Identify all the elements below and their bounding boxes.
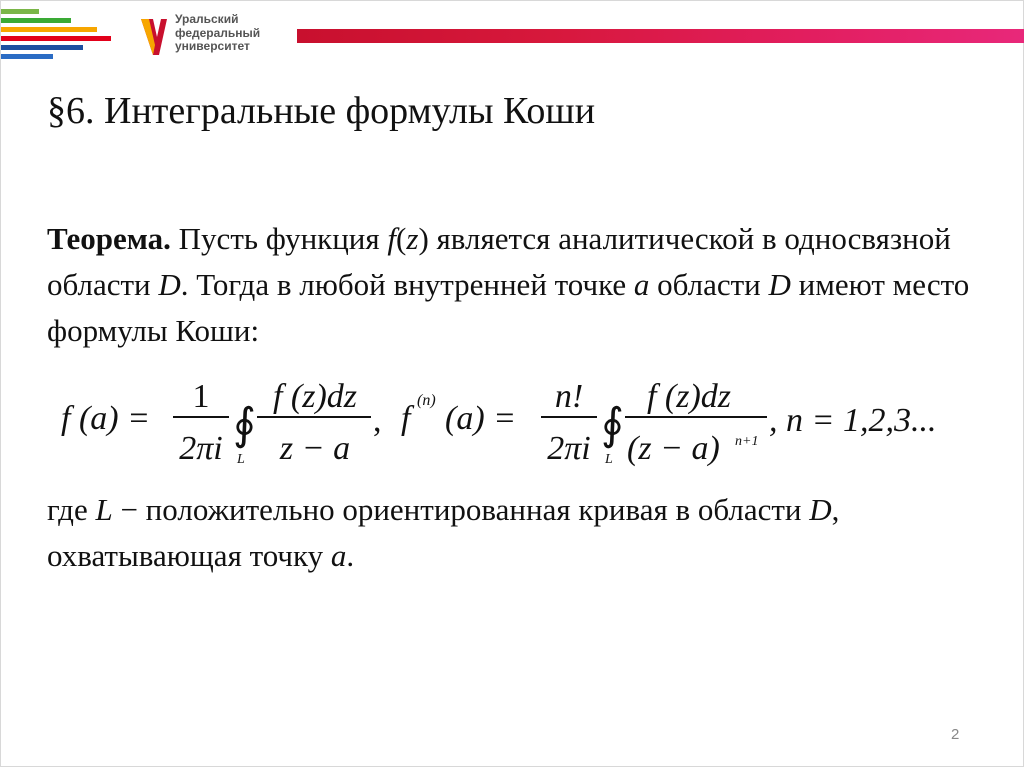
theorem-z: z <box>406 221 419 256</box>
formula-lhs-2-rest: (a) = <box>445 400 517 437</box>
stripe-green-2 <box>1 18 71 23</box>
where-text-1: где <box>47 492 96 527</box>
theorem-a: a <box>633 267 650 302</box>
formula-comma: , <box>373 402 382 439</box>
page-number: 2 <box>951 726 960 743</box>
logo-text <box>175 13 260 54</box>
where-paragraph <box>47 487 987 579</box>
theorem-paragraph <box>47 216 987 354</box>
stripe-orange <box>1 27 97 32</box>
formula-int-sub-1: L <box>237 452 245 467</box>
stripe-green-1 <box>1 9 39 14</box>
logo-line-2: федеральный <box>175 25 261 40</box>
formula-frac1-den: z − a <box>279 430 351 467</box>
university-logo <box>139 13 289 61</box>
where-text-3: , охватывающая точку <box>47 492 840 573</box>
theorem-label: Теорема. <box>47 221 171 256</box>
formula-frac2-num: f (z)dz <box>646 381 732 415</box>
header-stripes <box>1 1 131 63</box>
contour-integral-icon-1: ∮ <box>233 400 256 449</box>
logo-line-3: университет <box>175 39 250 53</box>
formula-num-2: n! <box>554 381 584 415</box>
logo-line-1: Уральский <box>175 12 239 26</box>
cauchy-formula <box>61 381 971 471</box>
where-text-4: . <box>346 538 355 573</box>
theorem-D-2: D <box>768 267 791 302</box>
theorem-D-1: D <box>158 267 181 302</box>
formula-int-sub-2: L <box>605 452 613 467</box>
stripe-blue <box>1 45 83 50</box>
where-a: a <box>330 538 347 573</box>
theorem-f: f <box>387 221 397 256</box>
stripe-blue-2 <box>1 54 53 59</box>
theorem-text-3: ) является аналитической в односвязной области <box>47 221 951 302</box>
theorem-paren-open: ( <box>396 221 407 256</box>
slide-title: §6. Интегральные формулы Коши <box>47 90 596 132</box>
formula-den-2: 2πi <box>547 430 591 467</box>
contour-integral-icon-2: ∮ <box>601 400 624 449</box>
formula-lhs-1: f (a) = <box>61 400 151 437</box>
theorem-text-1: Пусть функция <box>170 221 388 256</box>
formula-den-1: 2πi <box>179 430 223 467</box>
formula-num-1: 1 <box>192 381 210 415</box>
ural-university-logo-icon <box>139 15 169 59</box>
where-text-2: − положительно ориентированная кривая в области <box>112 492 810 527</box>
where-L: L <box>95 492 113 527</box>
formula-frac2-den: (z − a) <box>627 430 720 467</box>
formula-tail: , n = 1,2,3... <box>769 402 937 439</box>
formula-lhs-2-f: f <box>401 400 411 437</box>
theorem-text-4: . Тогда в любой внутренней точке <box>180 267 634 302</box>
formula-frac2-den-sup: n+1 <box>735 434 759 449</box>
where-D: D <box>809 492 832 527</box>
stripe-red <box>1 36 111 41</box>
formula-frac1-num: f (z)dz <box>272 381 358 415</box>
theorem-text-6: имеют место формулы Коши: <box>47 267 970 348</box>
formula-lhs-2-sup: (n) <box>417 392 436 409</box>
header-gradient-bar <box>297 29 1024 43</box>
theorem-text-5: области <box>649 267 769 302</box>
